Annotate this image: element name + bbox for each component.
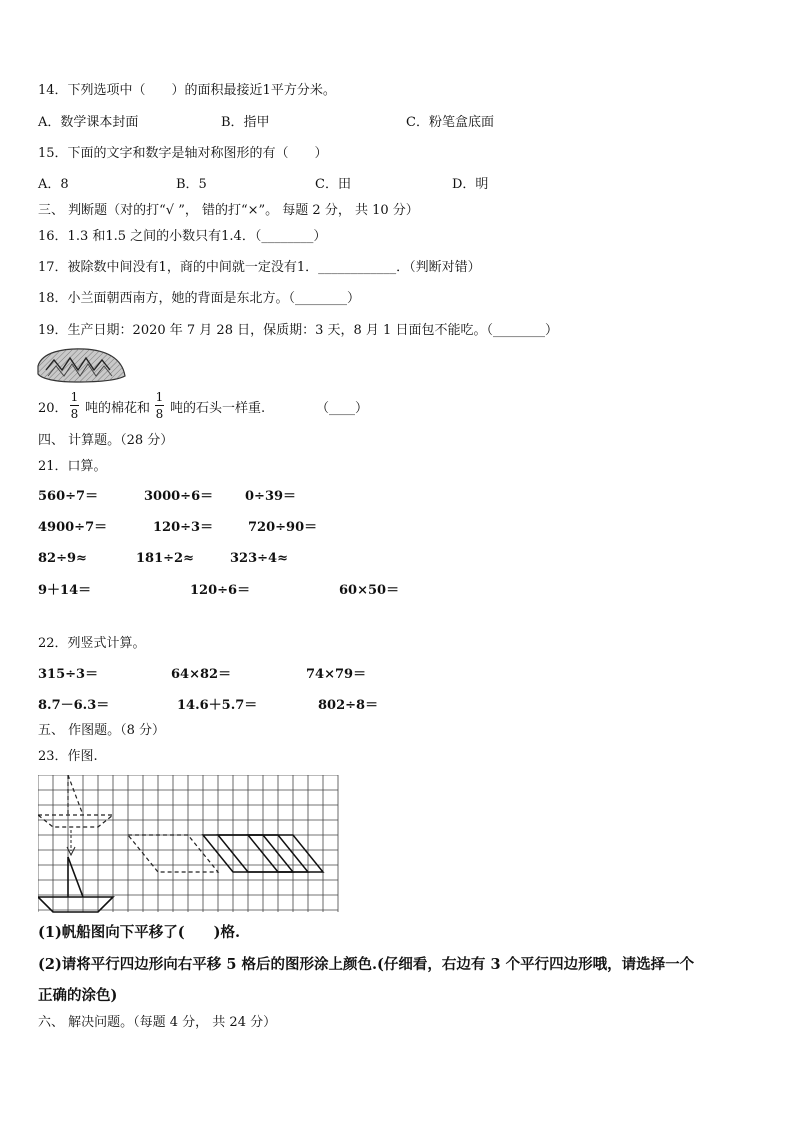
calc-item: 82÷9≈ [38, 551, 87, 566]
fraction-2-numerator: 1 [155, 390, 164, 404]
q15-option-a: A．8 [38, 177, 69, 192]
q23-part-2-line-2: 正确的涂色) [38, 987, 118, 1004]
q20-number: 20． [38, 401, 68, 416]
section-4-heading: 四、 计算题。（28 分） [38, 433, 174, 448]
q22-title: 22．列竖式计算。 [38, 636, 146, 651]
fraction-bar [155, 405, 164, 406]
q14-option-c: C．粉笔盒底面 [406, 115, 494, 130]
fraction-1-numerator: 1 [70, 390, 79, 404]
q20-middle: 吨的棉花和 [85, 401, 151, 416]
bread-icon [36, 346, 128, 384]
fraction-1 [70, 390, 79, 421]
fraction-2 [155, 390, 164, 421]
q15-option-c: C．田 [315, 177, 351, 192]
q23-part-2-line-1: (2)请将平行四边形向右平移 5 格后的图形涂上颜色.(仔细看，右边有 3 个平行四边形哦，请选择一个 [38, 956, 695, 973]
q19: 19．生产日期：2020 年 7 月 28 日，保质期：3 天，8 月 1 日面包不能吃。（________） [38, 323, 558, 338]
q23-part-1: (1)帆船图向下平移了( )格. [38, 924, 241, 941]
q16: 16．1.3 和1.5 之间的小数只有1.4．（________） [38, 229, 327, 244]
calc-item: 4900÷7＝ [38, 520, 108, 535]
q14-option-a: A．数学课本封面 [38, 115, 139, 130]
calc-item: 120÷3＝ [153, 520, 214, 535]
calc-item: 802÷8＝ [318, 698, 379, 713]
q20-tail: 吨的石头一样重. [170, 401, 266, 416]
section-6-heading: 六、 解决问题。（每题 4 分， 共 24 分） [38, 1015, 277, 1030]
q15-stem: 15．下面的文字和数字是轴对称图形的有（ ） [38, 146, 328, 161]
q14-option-b: B．指甲 [221, 115, 270, 130]
fraction-1-denominator: 8 [70, 407, 79, 421]
calc-item: 8.7－6.3＝ [38, 698, 110, 713]
q21-title: 21．口算。 [38, 459, 107, 474]
calc-item: 181÷2≈ [136, 551, 194, 566]
calc-item: 0÷39＝ [245, 489, 297, 504]
calc-item: 315÷3＝ [38, 667, 99, 682]
grid-figure [38, 775, 340, 914]
calc-item: 3000÷6＝ [144, 489, 214, 504]
calc-item: 323÷4≈ [230, 551, 288, 566]
q20-blank: （____） [316, 401, 369, 416]
section-5-heading: 五、 作图题。（8 分） [38, 723, 166, 738]
fraction-2-denominator: 8 [155, 407, 164, 421]
fraction-bar [70, 405, 79, 406]
calc-item: 120÷6＝ [190, 583, 251, 598]
q15-option-d: D．明 [452, 177, 489, 192]
q18: 18．小兰面朝西南方，她的背面是东北方。（________） [38, 291, 361, 306]
calc-item: 60×50＝ [339, 583, 400, 598]
calc-item: 74×79＝ [306, 667, 367, 682]
calc-item: 720÷90＝ [248, 520, 318, 535]
q14-stem: 14．下列选项中（ ）的面积最接近1平方分米。 [38, 83, 336, 98]
q15-option-b: B．5 [176, 177, 207, 192]
calc-item: 560÷7＝ [38, 489, 99, 504]
section-3-heading: 三、 判断题（对的打“√ ”， 错的打“×”。 每题 2 分， 共 10 分） [38, 203, 419, 218]
calc-item: 64×82＝ [171, 667, 232, 682]
q17: 17．被除数中间没有1，商的中间就一定没有1．____________．（判断对错） [38, 260, 481, 275]
q23-title: 23．作图. [38, 749, 98, 764]
calc-item: 9＋14＝ [38, 583, 92, 598]
calc-item: 14.6＋5.7＝ [177, 698, 258, 713]
